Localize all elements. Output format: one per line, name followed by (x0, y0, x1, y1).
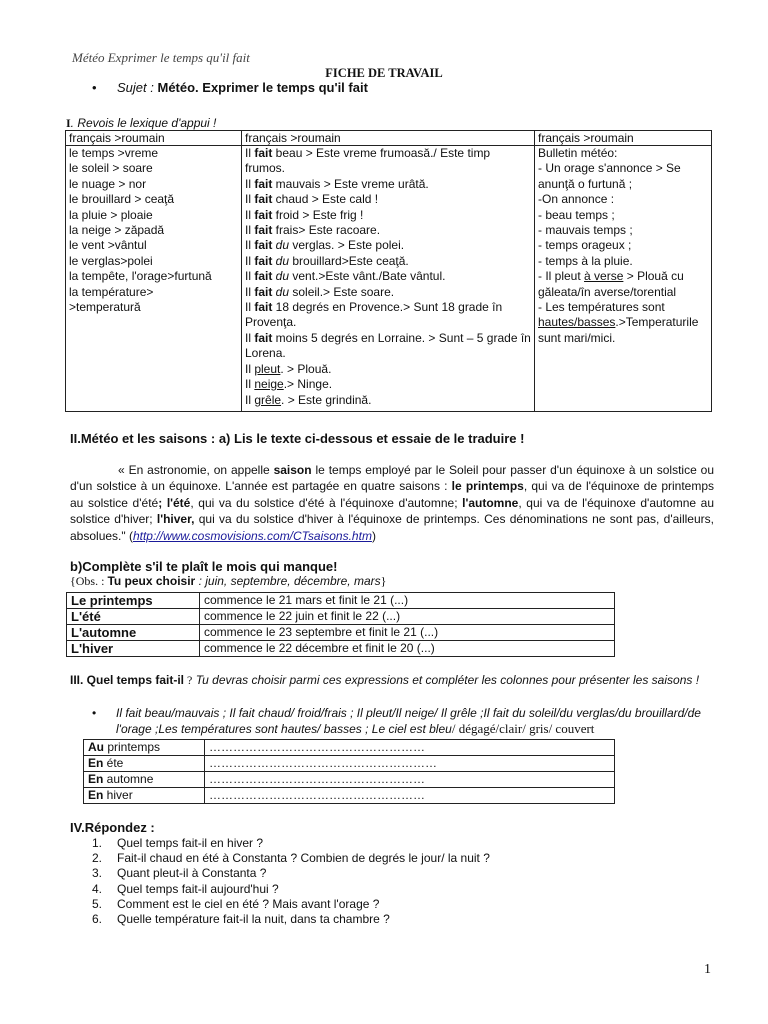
bulletin-line: - Un orage s'annonce > Se anunţă o furtună ; (538, 161, 681, 191)
bulletin-line: -On annonce : (538, 192, 615, 207)
weather-answer-field[interactable]: ……………………………………………… (205, 740, 615, 756)
expression-line: Il fait frais> Este racoare. (245, 223, 381, 238)
weather-answer-field[interactable]: ………………………………………………… (205, 756, 615, 772)
document-header: Météo Exprimer le temps qu'il fait (72, 50, 250, 65)
season-name: L'hiver (67, 641, 200, 657)
season-name: L'automne (67, 625, 200, 641)
lexicon-noun: >temperatură (69, 300, 141, 315)
bulletin-line: - mauvais temps ; (538, 223, 633, 238)
lexicon-header-3: français >roumain (535, 131, 712, 146)
section-2-title: II.Météo et les saisons : a) Lis le texte ci-dessous et essaie de le traduire ! (70, 431, 525, 446)
lexicon-noun: la neige > zăpadă (69, 223, 165, 238)
lexicon-noun: le verglas>polei (69, 253, 153, 268)
expression-line: Il pleut. > Plouă. (245, 361, 332, 376)
expression-line: Il fait du vent.>Este vânt./Bate vântul. (245, 269, 446, 284)
expression-line: Il fait du brouillard>Este ceaţă. (245, 253, 409, 268)
lexicon-noun: la tempête, l'orage>furtună (69, 269, 212, 284)
expression-line: Il fait 18 degrés en Provence.> Sunt 18 grade în Provenţa. (245, 300, 503, 330)
expression-line: Il fait mauvais > Este vreme urâtă. (245, 176, 429, 191)
lexicon-noun: le soleil > soare (69, 161, 153, 176)
bulletin-line: - Il pleut à verse > Plouă cu găleata/în averse/torential (538, 269, 684, 299)
bulletin-line: - temps orageux ; (538, 238, 632, 253)
season-dates: commence le 21 mars et finit le 21 (...) (200, 593, 615, 609)
bulletin-line: - Les températures sont hautes/basses.>Temperaturile sunt mari/mici. (538, 300, 699, 345)
section-3-title: III. Quel temps fait-il ? Tu devras choisir parmi ces expressions et compléter les colonnes pour présenter les saisons ! (70, 673, 700, 687)
expression-line: Il fait chaud > Este cald ! (245, 192, 379, 207)
lexicon-noun: la température> (69, 284, 154, 299)
weather-row (84, 740, 615, 756)
season-row (67, 641, 615, 657)
bulletin-line: - temps à la pluie. (538, 253, 633, 268)
expression-line: Il fait froid > Este frig ! (245, 207, 364, 222)
seasons-table (66, 592, 615, 657)
season-dates: commence le 23 septembre et finit le 21 (...) (200, 625, 615, 641)
lexicon-noun: le nuage > nor (69, 176, 147, 191)
expression-line: Il fait beau > Este vreme frumoasă./ Este timp frumos. (245, 146, 491, 176)
expression-line: Il neige.> Ninge. (245, 377, 333, 392)
weather-season: Au printemps (84, 740, 205, 756)
expression-line: Il fait du verglas. > Este polei. (245, 238, 405, 253)
lexicon-header-1: français >roumain (66, 131, 242, 146)
season-dates: commence le 22 juin et finit le 22 (...) (200, 609, 615, 625)
weather-season: En éte (84, 756, 205, 772)
weather-answer-field[interactable]: ……………………………………………… (205, 772, 615, 788)
weather-row (84, 788, 615, 804)
season-weather-table (83, 739, 615, 804)
lexicon-bulletin-cell (535, 146, 712, 412)
lexicon-noun: le temps >vreme (69, 146, 159, 160)
lexicon-table (65, 130, 712, 412)
source-link[interactable]: http://www.cosmovisions.com/CTsaisons.htm (132, 528, 372, 543)
weather-season: En automne (84, 772, 205, 788)
season-name: Le printemps (67, 593, 200, 609)
astronomy-quote: « En astronomie, on appelle saison le temps employé par le Soleil pour passer d'un équinoxe à un solstice ou d'un solstice à un équinoxe. L'année est partagée en quatre saisons : le printemps, qui va de l'équinoxe de printemps au solstice d'été; l'été, qui va du solstice d'été à l'équinoxe d'automne; l'automne, qui va de l'équinoxe d'automne au solstice d'hiver; l'hiver, qui va du solstice d'hiver à l'équinoxe de printemps. Ces dénominations ne sont pas, d'ailleurs, absolues." (http://www.cosmovisions.com/CTsaisons.htm) (70, 463, 715, 543)
season-name: L'été (67, 609, 200, 625)
subject-label: Sujet : (117, 80, 154, 95)
section-4-title: IV.Répondez : (70, 820, 155, 835)
lexicon-nouns-cell (66, 146, 242, 412)
section-1-title: I. Revois le lexique d'appui ! (66, 116, 217, 130)
bulletin-title: Bulletin météo: (538, 146, 618, 160)
section-2b-title: b)Complète s'il te plaît le mois qui manque! (70, 559, 338, 574)
lexicon-header-2: français >roumain (242, 131, 535, 146)
expression-line: Il fait du soleil.> Este soare. (245, 284, 395, 299)
lexicon-noun: le vent >vântul (69, 238, 147, 253)
expression-line: Il fait moins 5 degrés en Lorraine. > Sunt – 5 grade în Lorena. (245, 330, 531, 361)
fiche-title: FICHE DE TRAVAIL (325, 66, 443, 80)
expression-line: Il grêle. > Este grindină. (245, 392, 372, 407)
lexicon-expressions-cell (242, 146, 535, 412)
weather-row (84, 756, 615, 772)
weather-row (84, 772, 615, 788)
lexicon-noun: le brouillard > ceaţă (69, 192, 175, 207)
page-number: 1 (704, 962, 711, 977)
subject-text: Météo. Exprimer le temps qu'il fait (157, 80, 368, 95)
bulletin-line: - beau temps ; (538, 207, 615, 222)
weather-season: En hiver (84, 788, 205, 804)
bullet-icon: • (92, 706, 97, 720)
bullet-icon: • (92, 80, 97, 95)
lexicon-noun: la pluie > ploaie (69, 207, 153, 222)
season-row (67, 593, 615, 609)
season-dates: commence le 22 décembre et finit le 20 (...) (200, 641, 615, 657)
observation-note: {Obs. : Tu peux choisir : juin, septembre, décembre, mars} (70, 574, 387, 588)
season-row (67, 609, 615, 625)
weather-answer-field[interactable]: ……………………………………………… (205, 788, 615, 804)
season-row (67, 625, 615, 641)
